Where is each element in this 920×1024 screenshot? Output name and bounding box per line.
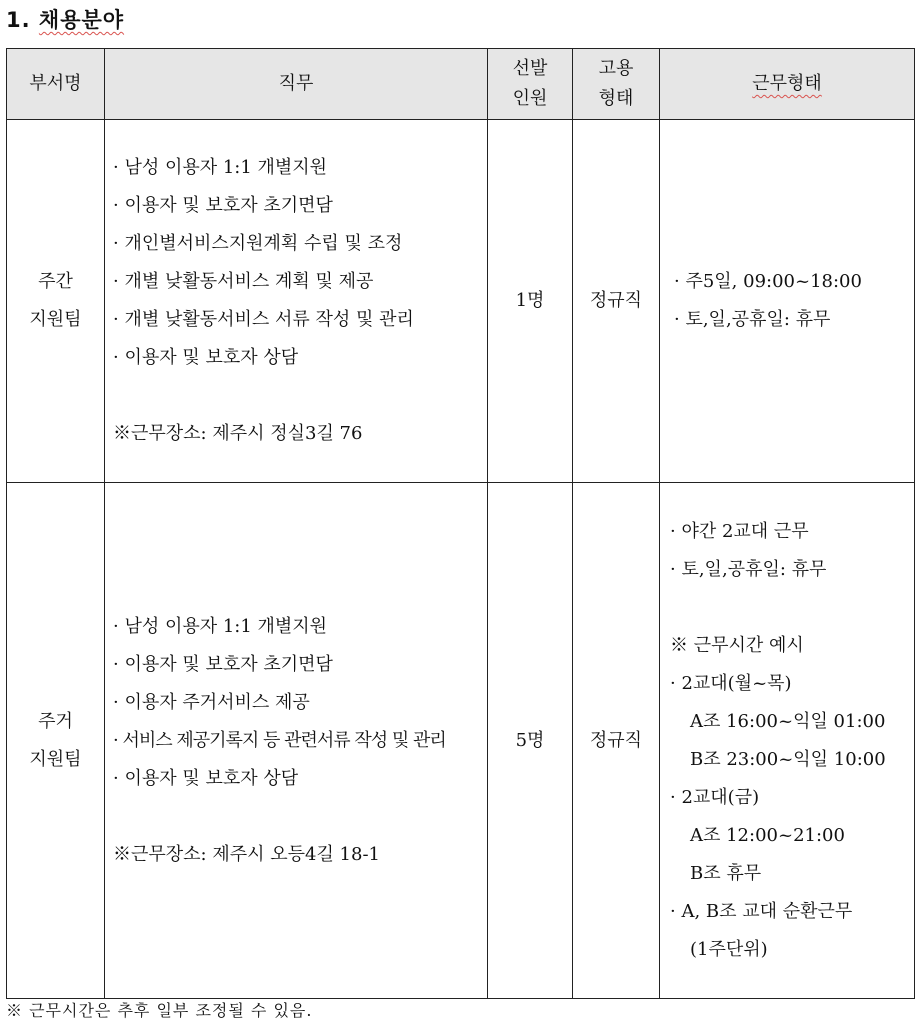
header-headcount: 선발 인원 [488,49,573,120]
work-item: · 2교대(월~목) [670,672,792,694]
work-item: (1주단위) [690,938,768,960]
header-dept: 부서명 [7,49,105,120]
footnote: ※ 근무시간은 추후 일부 조정될 수 있음. [6,1001,313,1020]
header-employment: 고용 형태 [573,49,660,120]
employment-cell: 정규직 [573,120,660,483]
table-row [7,483,915,999]
header-duty: 직무 [105,49,488,120]
duty-item: · 개인별서비스지원계획 수립 및 조정 [113,233,403,254]
workplace-note: ※근무장소: 제주시 정실3길 76 [113,423,363,444]
employment-cell: 정규직 [573,483,660,999]
header-work-type: 근무형태 [660,49,915,120]
dept-cell: 주간 지원팀 [7,120,105,483]
duty-item: · 이용자 및 보호자 초기면담 [113,195,333,216]
duty-cell [105,483,488,999]
work-type-cell [660,483,915,999]
headcount-cell: 5명 [488,483,573,999]
work-item: · 토,일,공휴일: 휴무 [674,309,831,330]
work-item: B조 휴무 [690,862,762,884]
table-header-row [7,49,915,120]
work-item: A조 12:00~21:00 [690,824,845,846]
work-type-cell [660,120,915,483]
section-number: 1. [6,8,31,32]
work-item: · A, B조 교대 순환근무 [670,900,853,922]
duty-item: · 이용자 및 보호자 상담 [113,347,299,368]
duty-item: · 개별 낮활동서비스 서류 작성 및 관리 [113,309,414,330]
dept-cell: 주거 지원팀 [7,483,105,999]
duty-cell [105,120,488,483]
recruitment-table [6,48,915,999]
work-item: B조 23:00~익일 10:00 [690,748,886,770]
duty-item: · 남성 이용자 1:1 개별지원 [113,615,328,637]
work-item: · 주5일, 09:00~18:00 [674,271,862,292]
section-title-text: 채용분야 [38,8,125,32]
work-item: · 2교대(금) [670,786,760,808]
table-row [7,120,915,483]
work-note: ※ 근무시간 예시 [670,634,804,656]
duty-item: · 이용자 및 보호자 상담 [113,767,299,789]
duty-item: · 서비스 제공기록지 등 관련서류 작성 및 관리 [113,729,446,751]
headcount-cell: 1명 [488,120,573,483]
section-title [6,4,124,34]
work-item: · 야간 2교대 근무 [670,520,809,542]
duty-item: · 이용자 주거서비스 제공 [113,691,310,713]
workplace-note: ※근무장소: 제주시 오등4길 18-1 [113,843,380,865]
duty-item: · 개별 낮활동서비스 계획 및 제공 [113,271,374,292]
work-item: A조 16:00~익일 01:00 [690,710,886,732]
work-item: · 토,일,공휴일: 휴무 [670,558,827,580]
duty-item: · 이용자 및 보호자 초기면담 [113,653,333,675]
duty-item: · 남성 이용자 1:1 개별지원 [113,157,328,178]
